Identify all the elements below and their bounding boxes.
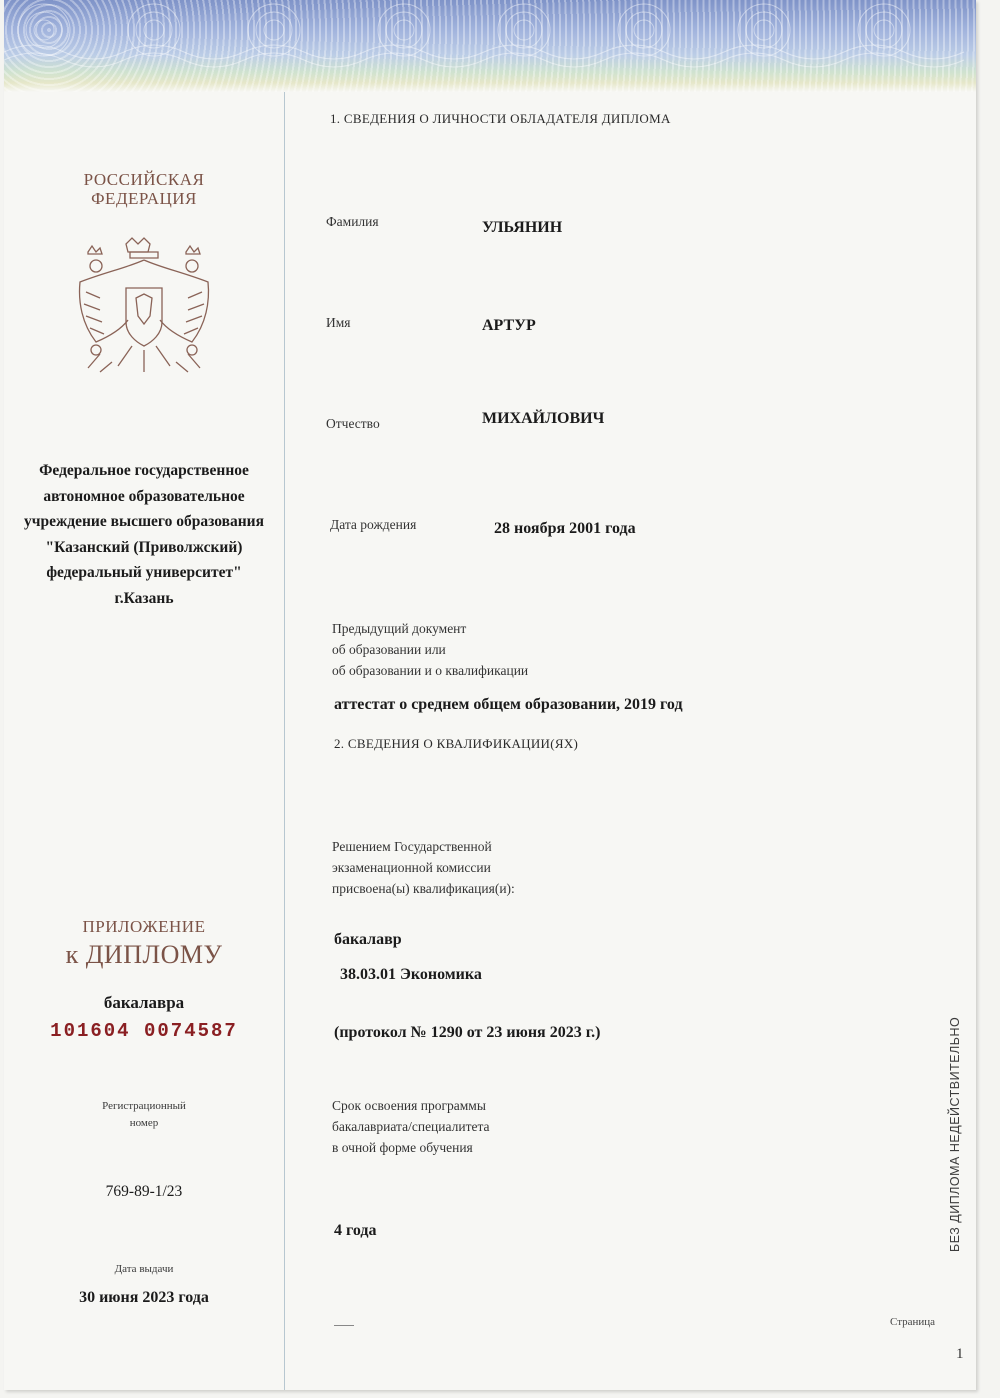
previous-document-label-line: об образовании или: [332, 642, 446, 657]
qualification-value: бакалавр: [334, 931, 402, 948]
appendix-title-line-2: к ДИПЛОМУ: [65, 940, 223, 969]
previous-document-label-line: об образовании и о квалификации: [332, 663, 529, 678]
birth-date-label: Дата рождения: [330, 517, 417, 532]
organization-name: [10, 458, 278, 611]
org-line: федеральный университет": [46, 564, 242, 581]
section-1-title: 1. СВЕДЕНИЯ О ЛИЧНОСТИ ОБЛАДАТЕЛЯ ДИПЛОМА: [330, 111, 671, 126]
previous-document-label: [332, 618, 528, 681]
org-line: г.Казань: [114, 589, 174, 607]
registration-label-line-2: номер: [129, 1117, 159, 1129]
previous-document-value: аттестат о среднем общем образовании, 2019 год: [334, 696, 683, 713]
country-line-2: ФЕДЕРАЦИЯ: [91, 189, 197, 208]
diploma-appendix-page: [4, 0, 976, 1390]
degree-level: бакалавра: [103, 993, 185, 1012]
study-duration-label-line: бакалавриата/специалитета: [332, 1119, 490, 1134]
patronymic-value: МИХАЙЛОВИЧ: [482, 410, 605, 427]
program-value: 38.03.01 Экономика: [340, 966, 482, 983]
study-duration-label: [332, 1095, 490, 1158]
issue-date: 30 июня 2023 года: [79, 1289, 209, 1306]
validity-note: БЕЗ ДИПЛОМА НЕДЕЙСТВИТЕЛЬНО: [948, 1016, 962, 1252]
registration-label-line-1: Регистрационный: [102, 1100, 186, 1112]
page-label: Страница: [890, 1316, 936, 1328]
coat-of-arms-icon: [66, 232, 222, 384]
study-duration-label-line: в очной форме обучения: [332, 1140, 473, 1155]
previous-document-label-line: Предыдущий документ: [332, 621, 467, 636]
country-name: [34, 170, 254, 208]
commission-decision-line: экзаменационной комиссии: [332, 860, 491, 875]
registration-number: 769-89-1/23: [105, 1183, 183, 1200]
study-duration-label-line: Срок освоения программы: [332, 1098, 486, 1113]
commission-decision-line: присвоена(ы) квалификация(и):: [332, 881, 515, 896]
surname-value: УЛЬЯНИН: [482, 219, 563, 236]
column-divider: [284, 92, 285, 1390]
section-2-title: 2. СВЕДЕНИЯ О КВАЛИФИКАЦИИ(ЯХ): [334, 736, 579, 751]
birth-date-value: 28 ноября 2001 года: [494, 520, 636, 537]
surname-label: Фамилия: [326, 214, 379, 229]
left-panel: [4, 0, 284, 1390]
commission-decision-line: Решением Государственной: [332, 839, 492, 854]
org-line: автономное образовательное: [43, 487, 245, 505]
org-line: учреждение высшего образования: [24, 513, 264, 530]
org-line: "Казанский (Приволжский): [45, 538, 243, 556]
country-line-1: РОССИЙСКАЯ: [83, 170, 205, 189]
study-duration-value: 4 года: [334, 1222, 377, 1239]
issue-date-label: Дата выдачи: [114, 1263, 174, 1275]
separator-dash: [334, 1325, 354, 1326]
name-label: Имя: [326, 315, 351, 330]
name-value: АРТУР: [482, 317, 536, 334]
org-line: Федеральное государственное: [39, 462, 249, 479]
appendix-title-line-1: ПРИЛОЖЕНИЕ: [82, 917, 206, 936]
protocol-value: (протокол № 1290 от 23 июня 2023 г.): [334, 1024, 601, 1041]
registration-label: [34, 1098, 254, 1132]
patronymic-label: Отчество: [326, 416, 380, 431]
page-number: 1: [956, 1346, 964, 1362]
commission-decision-label: [332, 836, 515, 899]
serial-number: 101604 0074587: [50, 1020, 238, 1042]
